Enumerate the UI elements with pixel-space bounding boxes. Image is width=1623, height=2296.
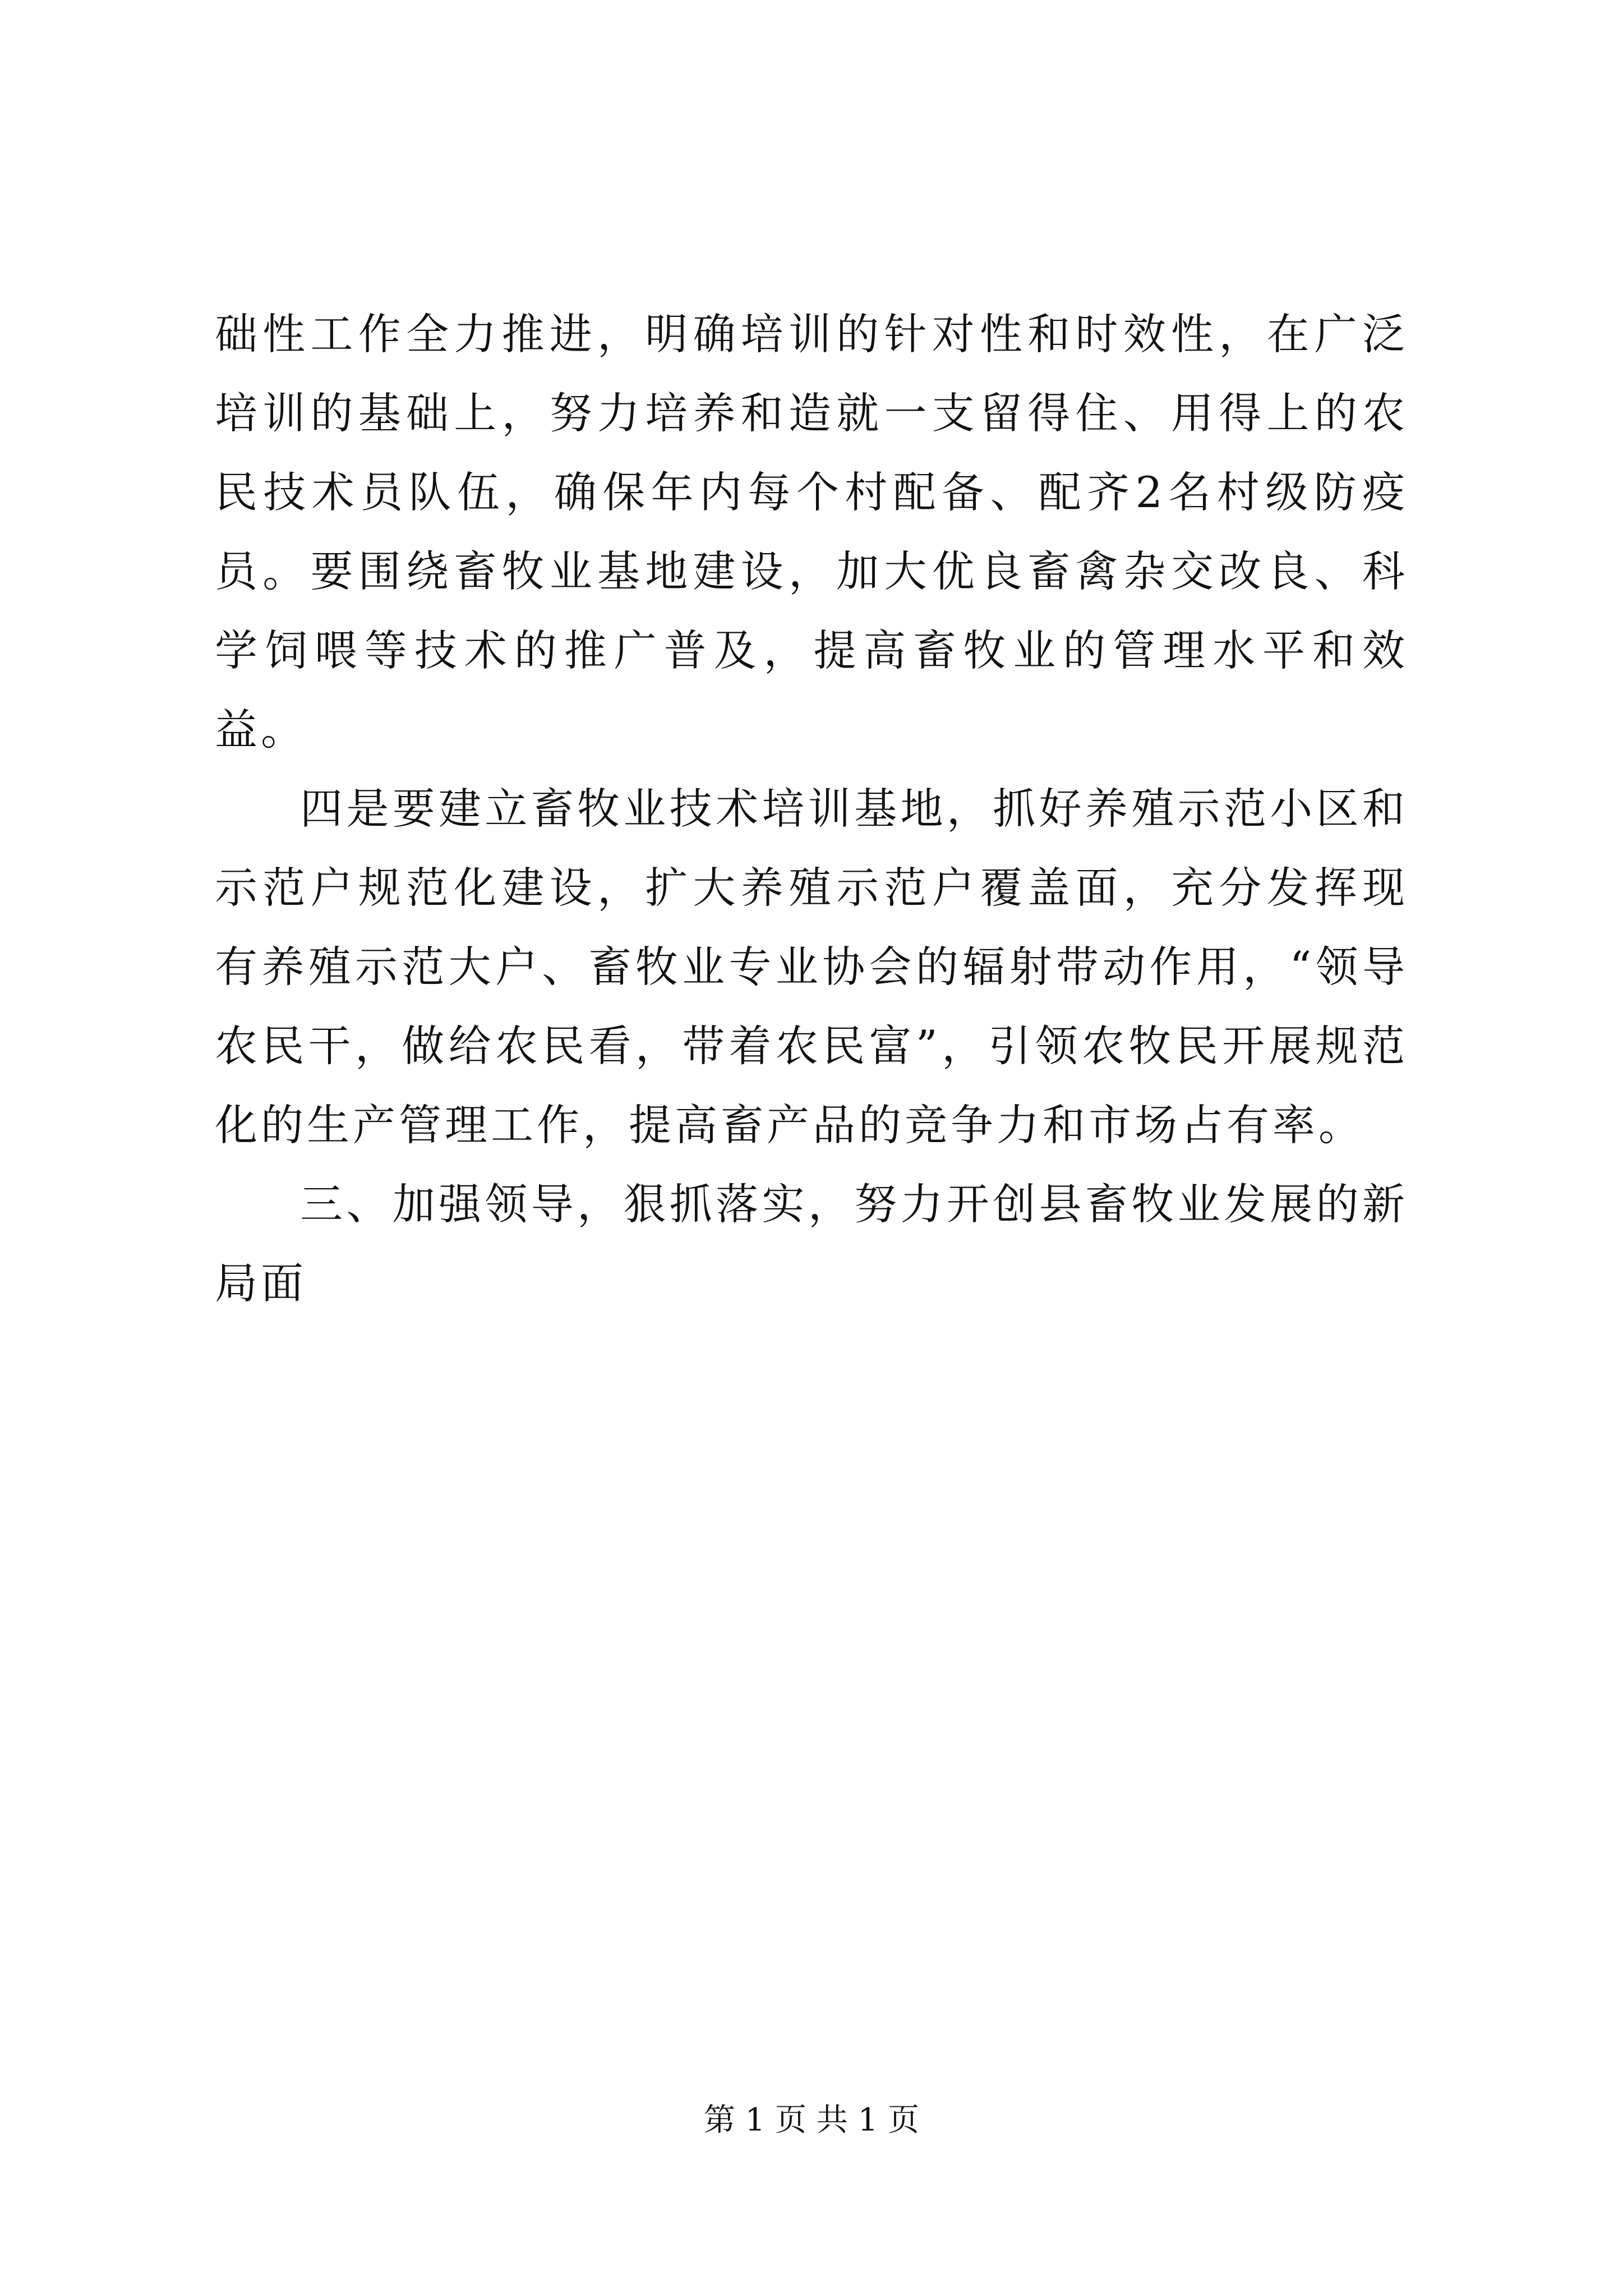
section-heading: 三、加强领导，狠抓落实，努力开创县畜牧业发展的新局面 xyxy=(215,1179,1408,1308)
document-body xyxy=(215,295,1408,1323)
page-footer: 第 1 页 共 1 页 xyxy=(703,2102,920,2138)
paragraph-2: 四是要建立畜牧业技术培训基地，抓好养殖示范小区和示范户规范化建设，扩大养殖示范户覆盖面，充分发挥现有养殖示范大户、畜牧业专业协会的辐射带动作用，“领导农民干，做给农民看，带着农民富”，引领农牧民开展规范化的生产管理工作，提高畜产品的竞争力和市场占有率。 xyxy=(215,784,1408,1150)
paragraph-1: 础性工作全力推进，明确培训的针对性和时效性，在广泛培训的基础上，努力培养和造就一支留得住、用得上的农民技术员队伍，确保年内每个村配备、配齐2名村级防疫员。要围绕畜牧业基地建设，加大优良畜禽杂交改良、科学饲喂等技术的推广普及，提高畜牧业的管理水平和效益。 xyxy=(215,309,1408,754)
